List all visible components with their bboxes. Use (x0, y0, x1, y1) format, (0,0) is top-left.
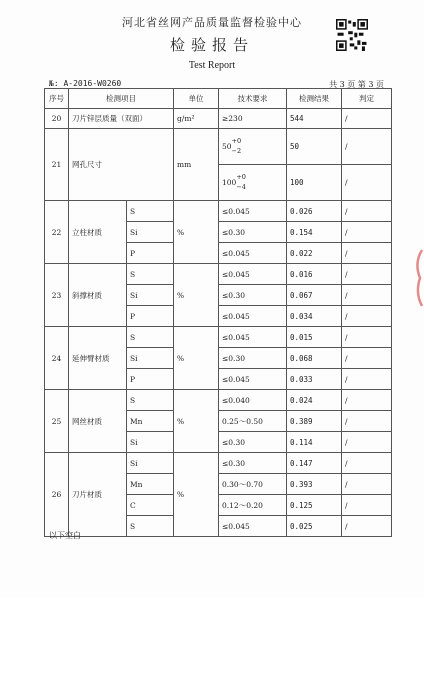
row-verdict: / (342, 285, 392, 306)
element-cell: Si (127, 285, 174, 306)
report-number: №: A-2016-W0260 (49, 79, 122, 88)
row-req: ≤0.045 (219, 243, 287, 264)
row-result: 0.016 (287, 264, 342, 285)
row-unit: % (174, 453, 219, 537)
element-cell: S (127, 201, 174, 222)
row-result: 0.393 (287, 474, 342, 495)
row-req: ≤0.045 (219, 327, 287, 348)
end-of-report-note: 以下空白 (49, 531, 81, 540)
table-row (45, 390, 392, 411)
tolerance-lower: −4 (236, 183, 246, 191)
table-row (45, 201, 392, 222)
row-item: 立柱材质 (69, 201, 127, 264)
table-row (45, 129, 392, 165)
row-verdict: / (342, 264, 392, 285)
row-verdict: / (342, 516, 392, 537)
row-result: 0.025 (287, 516, 342, 537)
col-header-result: 检测结果 (287, 89, 342, 109)
element-cell: P (127, 306, 174, 327)
element-cell: S (127, 516, 174, 537)
row-result: 0.034 (287, 306, 342, 327)
row-result: 0.125 (287, 495, 342, 516)
row-no: 25 (45, 390, 69, 453)
row-verdict: / (342, 474, 392, 495)
row-verdict: / (342, 495, 392, 516)
row-req: 0.12～0.20 (219, 495, 287, 516)
row-result: 50 (287, 129, 342, 165)
row-unit: g/m² (174, 109, 219, 129)
table-row (45, 264, 392, 285)
row-verdict: / (342, 411, 392, 432)
table-row (45, 109, 392, 129)
row-result: 0.024 (287, 390, 342, 411)
row-unit: mm (174, 129, 219, 201)
row-verdict: / (342, 222, 392, 243)
row-req: 0.30～0.70 (219, 474, 287, 495)
row-req: 0.25～0.50 (219, 411, 287, 432)
row-no: 22 (45, 201, 69, 264)
element-cell: P (127, 369, 174, 390)
row-result: 544 (287, 109, 342, 129)
row-no: 26 (45, 453, 69, 537)
element-cell: Mn (127, 411, 174, 432)
tolerance-upper: +0 (231, 137, 242, 145)
row-item: 刀片锌层质量（双面） (69, 109, 174, 129)
row-req: ≥230 (219, 109, 287, 129)
col-header-unit: 单位 (174, 89, 219, 109)
row-req (219, 129, 287, 165)
col-header-verdict: 判定 (342, 89, 392, 109)
row-req: ≤0.045 (219, 369, 287, 390)
row-req: ≤0.30 (219, 453, 287, 474)
row-no: 24 (45, 327, 69, 390)
element-cell: S (127, 264, 174, 285)
element-cell: C (127, 495, 174, 516)
tolerance-value (222, 173, 246, 191)
element-cell: Mn (127, 474, 174, 495)
element-cell: S (127, 327, 174, 348)
row-no: 21 (45, 129, 69, 201)
row-verdict: / (342, 109, 392, 129)
row-req: ≤0.30 (219, 348, 287, 369)
tolerance-base: 100 (222, 178, 237, 187)
row-result: 0.026 (287, 201, 342, 222)
row-req: ≤0.045 (219, 264, 287, 285)
col-header-no: 序号 (45, 89, 69, 109)
col-header-req: 技术要求 (219, 89, 287, 109)
row-result: 0.068 (287, 348, 342, 369)
row-verdict: / (342, 201, 392, 222)
row-verdict: / (342, 348, 392, 369)
row-result: 0.033 (287, 369, 342, 390)
element-cell: Si (127, 453, 174, 474)
row-req: ≤0.045 (219, 306, 287, 327)
row-result: 0.154 (287, 222, 342, 243)
table-row (45, 327, 392, 348)
row-verdict: / (342, 165, 392, 201)
row-req: ≤0.045 (219, 201, 287, 222)
row-req: ≤0.30 (219, 432, 287, 453)
report-subtitle: Test Report (188, 60, 236, 71)
report-title: 检验报告 (169, 36, 254, 54)
page-info: 共 3 页 第 3 页 (329, 80, 384, 89)
row-item: 斜撑材质 (69, 264, 127, 327)
row-item: 网丝材质 (69, 390, 127, 453)
row-req: ≤0.040 (219, 390, 287, 411)
results-table (44, 88, 392, 537)
element-cell: Si (127, 222, 174, 243)
table-header-row (45, 89, 392, 109)
element-cell: Si (127, 432, 174, 453)
element-cell: P (127, 243, 174, 264)
tolerance-lower: −2 (231, 147, 242, 155)
element-cell: S (127, 390, 174, 411)
row-req (219, 165, 287, 201)
row-verdict: / (342, 390, 392, 411)
org-name: 河北省丝网产品质量监督检验中心 (122, 16, 302, 29)
qr-code-icon (336, 19, 368, 51)
row-verdict: / (342, 432, 392, 453)
row-unit: % (174, 201, 219, 264)
row-result: 0.114 (287, 432, 342, 453)
seal-stamp-icon (412, 248, 424, 308)
row-result: 0.147 (287, 453, 342, 474)
tolerance-base: 50 (222, 142, 232, 151)
row-verdict: / (342, 306, 392, 327)
row-result: 100 (287, 165, 342, 201)
row-req: ≤0.30 (219, 285, 287, 306)
table-row (45, 453, 392, 474)
row-verdict: / (342, 327, 392, 348)
row-unit: % (174, 264, 219, 327)
row-result: 0.067 (287, 285, 342, 306)
col-header-item: 检测项目 (69, 89, 174, 109)
row-no: 23 (45, 264, 69, 327)
row-result: 0.389 (287, 411, 342, 432)
row-result: 0.015 (287, 327, 342, 348)
row-no: 20 (45, 109, 69, 129)
row-item: 刀片材质 (69, 453, 127, 537)
row-verdict: / (342, 243, 392, 264)
row-item: 网孔尺寸 (69, 129, 174, 201)
element-cell: Si (127, 348, 174, 369)
tolerance-value (222, 137, 242, 155)
row-req: ≤0.045 (219, 516, 287, 537)
row-item: 延伸臂材质 (69, 327, 127, 390)
row-unit: % (174, 327, 219, 390)
row-verdict: / (342, 453, 392, 474)
row-req: ≤0.30 (219, 222, 287, 243)
row-unit: % (174, 390, 219, 453)
row-result: 0.022 (287, 243, 342, 264)
row-verdict: / (342, 369, 392, 390)
tolerance-upper: +0 (236, 173, 246, 181)
row-verdict: / (342, 129, 392, 165)
